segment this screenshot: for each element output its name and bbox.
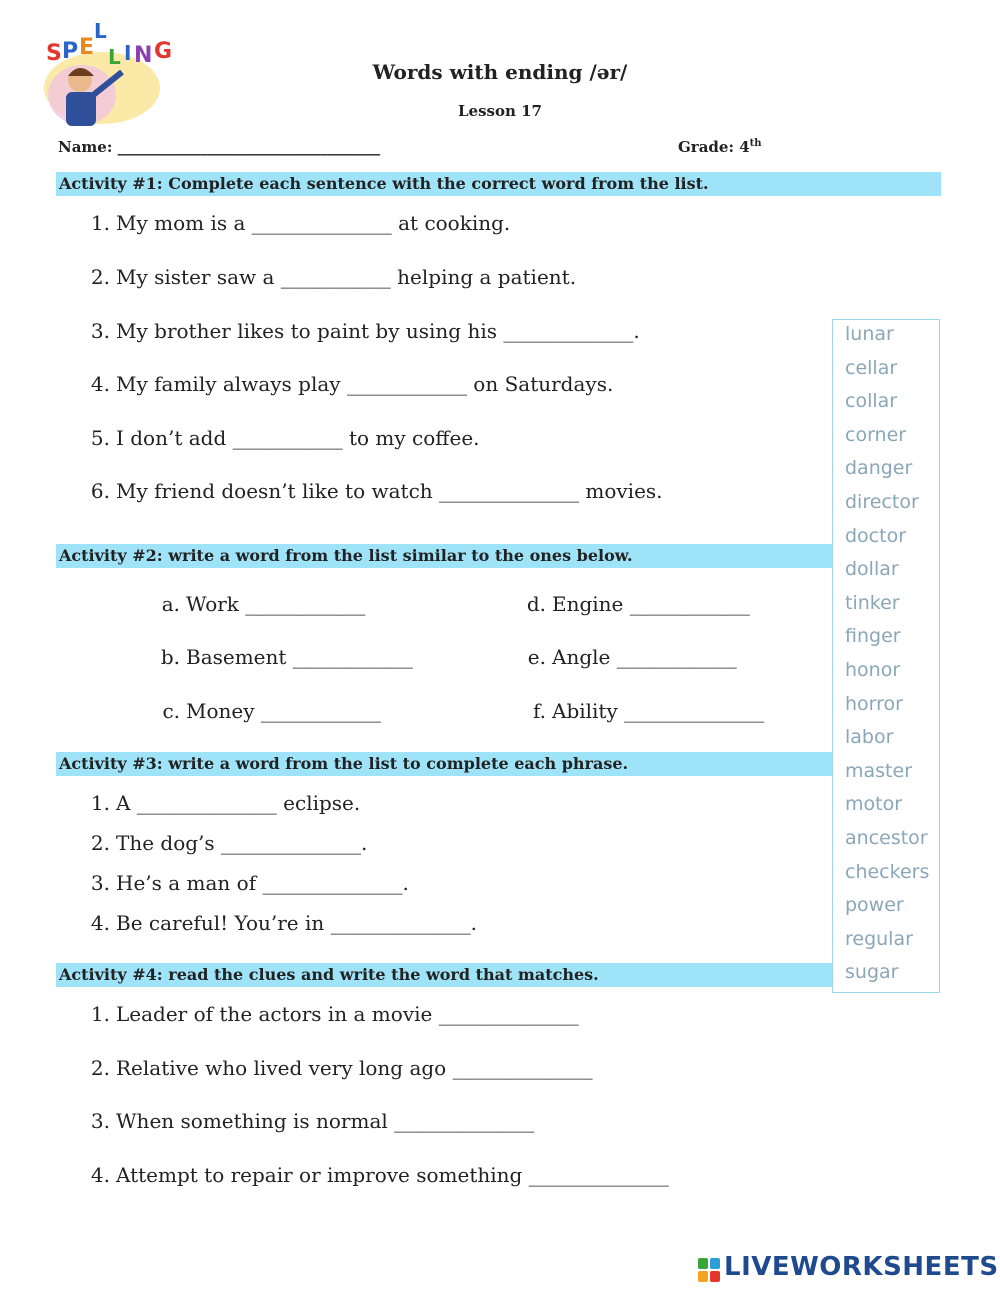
- name-field[interactable]: [58, 138, 380, 156]
- activity-4-item[interactable]: 4. Attempt to repair or improve something ______________: [90, 1163, 669, 1187]
- svg-text:L: L: [94, 20, 107, 43]
- svg-text:P: P: [62, 39, 79, 64]
- activity-1-item[interactable]: 1. My mom is a ______________ at cooking.: [90, 211, 511, 235]
- activity-3-item[interactable]: 2. The dog’s ______________.: [90, 831, 368, 855]
- activity-4-item[interactable]: 3. When something is normal ______________: [90, 1109, 535, 1133]
- activity-2-item[interactable]: a. Work ____________: [161, 592, 366, 616]
- word-list-item[interactable]: doctor: [845, 525, 907, 547]
- svg-text:N: N: [134, 43, 153, 68]
- word-list-item[interactable]: lunar: [845, 323, 894, 345]
- activity-1-item[interactable]: 6. My friend doesn’t like to watch ______________ movies.: [90, 479, 663, 503]
- word-list-item[interactable]: labor: [845, 726, 894, 748]
- word-list-item[interactable]: horror: [845, 693, 903, 715]
- word-list-item[interactable]: motor: [845, 793, 903, 815]
- name-blank[interactable]: ___________________________________: [117, 138, 381, 156]
- activity-2-item[interactable]: e. Angle ____________: [527, 645, 737, 669]
- activity-3-item[interactable]: 1. A ______________ eclipse.: [90, 791, 361, 815]
- lesson-label: Lesson 17: [458, 102, 542, 120]
- activity-1-item[interactable]: 5. I don’t add ___________ to my coffee.: [90, 426, 480, 450]
- word-list-box: [832, 319, 940, 993]
- activity-2-item[interactable]: f. Ability ______________: [532, 699, 765, 723]
- liveworksheets-brand[interactable]: LIVEWORKSHEETS: [724, 1252, 999, 1282]
- word-list-item[interactable]: honor: [845, 659, 901, 681]
- activity-4-item[interactable]: 1. Leader of the actors in a movie ______________: [90, 1002, 579, 1026]
- word-list-item[interactable]: cellar: [845, 357, 898, 379]
- word-list-item[interactable]: corner: [845, 424, 907, 446]
- grade-label: Grade: 4th: [678, 138, 762, 156]
- activity-1-item[interactable]: 4. My family always play ____________ on Saturdays.: [90, 372, 614, 396]
- svg-text:I: I: [124, 41, 132, 65]
- word-list-item[interactable]: sugar: [845, 961, 899, 983]
- word-list-item[interactable]: tinker: [845, 592, 900, 614]
- word-list-item[interactable]: regular: [845, 928, 913, 950]
- word-list-item[interactable]: director: [845, 491, 919, 513]
- activity-1-item[interactable]: 3. My brother likes to paint by using his _____________.: [90, 319, 640, 343]
- activity-4-header: Activity #4: read the clues and write the word that matches.: [56, 963, 832, 987]
- svg-text:L: L: [108, 45, 121, 69]
- activity-3-header: Activity #3: write a word from the list to complete each phrase.: [56, 752, 832, 776]
- word-list-item[interactable]: master: [845, 760, 913, 782]
- word-list-item[interactable]: dollar: [845, 558, 899, 580]
- activity-4-item[interactable]: 2. Relative who lived very long ago ______________: [90, 1056, 593, 1080]
- svg-text:S: S: [46, 41, 62, 66]
- word-list-item[interactable]: power: [845, 894, 904, 916]
- word-list-item[interactable]: ancestor: [845, 827, 928, 849]
- activity-1-item[interactable]: 2. My sister saw a ___________ helping a patient.: [90, 265, 577, 289]
- word-list-item[interactable]: checkers: [845, 861, 930, 883]
- activity-1-header: Activity #1: Complete each sentence with the correct word from the list.: [56, 172, 941, 196]
- worksheet-title: Words with ending /ər/: [372, 60, 628, 84]
- activity-2-item[interactable]: c. Money ____________: [162, 699, 381, 723]
- name-label: Name:: [58, 138, 113, 156]
- svg-text:E: E: [79, 35, 95, 60]
- word-list-item[interactable]: finger: [845, 625, 901, 647]
- activity-2-header: Activity #2: write a word from the list similar to the ones below.: [56, 544, 832, 568]
- word-list-item[interactable]: danger: [845, 457, 913, 479]
- activity-2-item[interactable]: b. Basement ____________: [160, 645, 413, 669]
- activity-3-item[interactable]: 3. He’s a man of ______________.: [90, 871, 409, 895]
- svg-text:G: G: [154, 39, 173, 64]
- activity-3-item[interactable]: 4. Be careful! You’re in ______________.: [90, 911, 477, 935]
- activity-2-item[interactable]: d. Engine ____________: [526, 592, 750, 616]
- liveworksheets-icon: [698, 1258, 720, 1282]
- word-list-item[interactable]: collar: [845, 390, 898, 412]
